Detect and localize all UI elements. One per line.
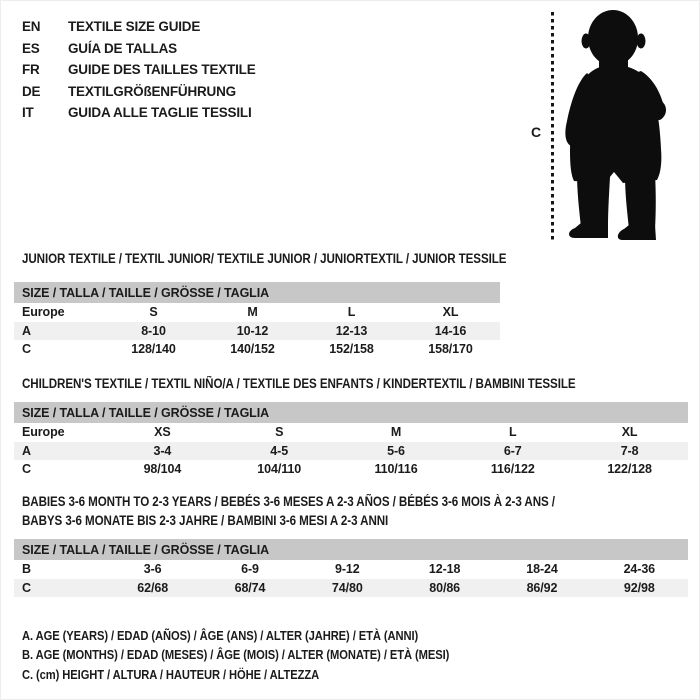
table-cell: 74/80 (331, 580, 363, 595)
legend-notes (22, 626, 519, 684)
table-row (14, 442, 688, 461)
table-cell: S (275, 425, 284, 440)
table-cell: 140/152 (230, 342, 275, 357)
size-header-band: SIZE / TALLA / TAILLE / GRÖSSE / TAGLIA (14, 402, 688, 423)
language-row (22, 16, 256, 38)
table-cell: 158/170 (428, 342, 473, 357)
language-label: TEXTILGRÖßENFÜHRUNG (68, 83, 236, 99)
language-label: TEXTILE SIZE GUIDE (68, 19, 201, 35)
table-cell: 116/122 (490, 462, 535, 477)
table-cell: 104/110 (257, 462, 302, 477)
language-code: DE (22, 83, 41, 99)
table-cell: 92/98 (623, 580, 655, 595)
table-cell: L (347, 305, 356, 320)
table-cell: 3-6 (143, 562, 162, 577)
babies-title-line1: BABIES 3-6 MONTH TO 2-3 YEARS / BEBÉS 3-6 MESES A 2-3 AÑOS / BÉBÉS 3-6 MOIS À 2-3 ANS / (22, 494, 555, 509)
table-cell: 10-12 (236, 323, 269, 338)
table-cell: S (149, 305, 158, 320)
table-body (14, 303, 500, 359)
table-cell: 62/68 (137, 580, 169, 595)
language-row (22, 59, 256, 81)
measure-c-label: C (531, 124, 542, 140)
legend-note: A. AGE (YEARS) / EDAD (AÑOS) / ÂGE (ANS) / ALTER (JAHRE) / ETÀ (ANNI) (22, 628, 419, 643)
language-list (22, 16, 256, 124)
table-row (14, 340, 500, 359)
table-body (14, 423, 688, 479)
table-row (14, 423, 688, 442)
table-cell: 122/128 (607, 462, 652, 477)
table-cell: 152/158 (329, 342, 374, 357)
table-row (14, 322, 500, 341)
table-row (14, 460, 688, 479)
size-header-band: SIZE / TALLA / TAILLE / GRÖSSE / TAGLIA (14, 282, 500, 303)
row-label: C (22, 342, 31, 357)
table-cell: 12-13 (335, 323, 368, 338)
language-code: IT (22, 105, 34, 121)
table-row (14, 560, 688, 579)
table-cell: XS (154, 425, 171, 440)
babies-size-table (14, 539, 688, 597)
table-cell: 98/104 (143, 462, 182, 477)
table-cell: XL (442, 305, 459, 320)
table-cell: XL (621, 425, 638, 440)
babies-section-title (22, 492, 555, 530)
table-row (14, 303, 500, 322)
children-section-title: CHILDREN'S TEXTILE / TEXTIL NIÑO/A / TEXTILE DES ENFANTS / KINDERTEXTIL / BAMBINI TESSILE (22, 376, 576, 391)
row-label: C (22, 462, 31, 477)
language-row (22, 102, 256, 124)
toddler-silhouette-icon (557, 5, 689, 243)
table-cell: M (247, 305, 258, 320)
row-label: B (22, 562, 31, 577)
table-cell: 24-36 (623, 562, 656, 577)
language-label: GUIDA ALLE TAGLIE TESSILI (68, 105, 252, 121)
language-label: GUÍA DE TALLAS (68, 40, 177, 56)
table-cell: 68/74 (234, 580, 266, 595)
legend-note: C. (cm) HEIGHT / ALTURA / HAUTEUR / HÖHE / ALTEZZA (22, 666, 320, 682)
table-body (14, 560, 688, 597)
table-cell: 128/140 (131, 342, 176, 357)
table-cell: 3-4 (153, 443, 172, 458)
table-cell: 6-7 (503, 443, 522, 458)
table-cell: 86/92 (526, 580, 558, 595)
language-code: ES (22, 40, 40, 56)
junior-section-title: JUNIOR TEXTILE / TEXTIL JUNIOR/ TEXTILE JUNIOR / JUNIORTEXTIL / JUNIOR TESSILE (22, 251, 507, 266)
language-code: EN (22, 19, 41, 35)
height-measure-dashed-line (551, 12, 554, 242)
row-label: Europe (22, 425, 65, 440)
legend-note: B. AGE (MONTHS) / EDAD (MESES) / ÂGE (MOIS) / ALTER (MONATE) / ETÀ (MESI) (22, 647, 450, 663)
language-code: FR (22, 62, 40, 78)
table-cell: 8-10 (141, 323, 166, 338)
table-cell: 4-5 (270, 443, 289, 458)
table-cell: 110/116 (374, 462, 418, 477)
table-cell: 80/86 (429, 580, 461, 595)
table-cell: L (509, 425, 517, 440)
table-cell: 6-9 (241, 562, 259, 577)
size-header-band: SIZE / TALLA / TAILLE / GRÖSSE / TAGLIA (14, 539, 688, 560)
language-row (22, 81, 256, 103)
table-row (14, 579, 688, 598)
table-cell: M (390, 425, 402, 440)
row-label: Europe (22, 305, 65, 320)
children-size-table (14, 402, 688, 479)
table-cell: 14-16 (434, 323, 467, 338)
table-cell: 9-12 (335, 562, 360, 577)
table-cell: 5-6 (387, 443, 405, 458)
row-label: C (22, 580, 31, 595)
row-label: A (22, 443, 31, 458)
language-row (22, 38, 256, 60)
row-label: A (22, 323, 31, 338)
table-cell: 12-18 (428, 562, 461, 577)
language-label: GUIDE DES TAILLES TEXTILE (68, 62, 256, 78)
table-cell: 7-8 (620, 443, 639, 458)
table-cell: 18-24 (526, 562, 558, 577)
babies-title-line2: BABYS 3-6 MONATE BIS 2-3 JAHRE / BAMBINI 3-6 MESI A 2-3 ANNI (22, 513, 389, 528)
junior-size-table (14, 282, 500, 359)
